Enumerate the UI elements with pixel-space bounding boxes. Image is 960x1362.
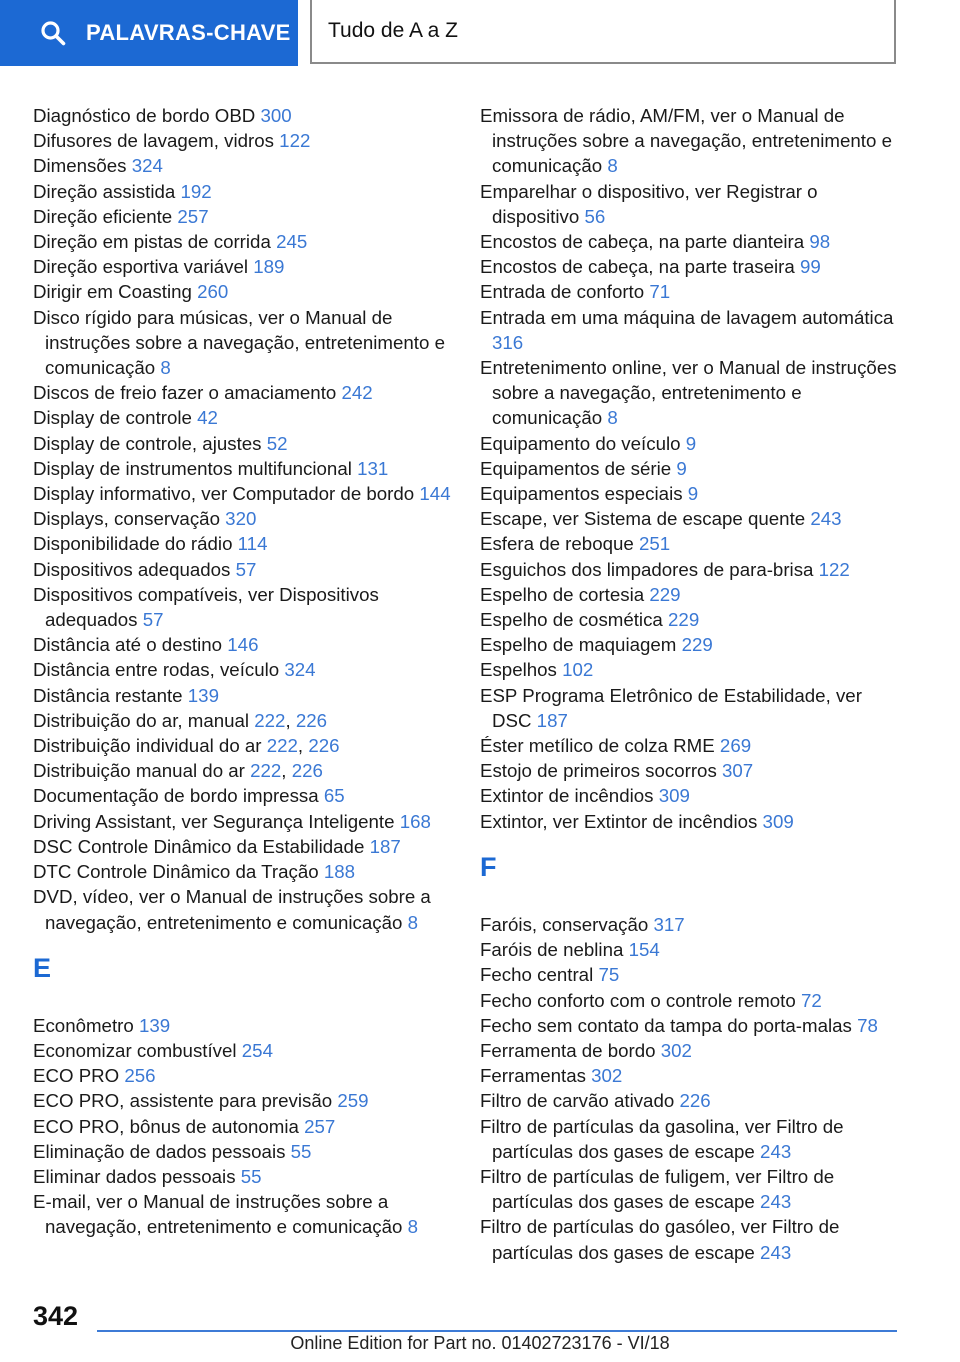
page-reference-link[interactable]: 222 [250,760,282,782]
index-entry [33,1189,453,1239]
index-entry-term: DTC Controle Dinâmico da Tração [33,861,319,883]
keywords-tab[interactable] [0,0,298,66]
index-entry [33,884,453,934]
index-entry-term: Ferramentas [480,1065,586,1087]
index-entry-term: Filtro de partículas de fuligem, ver Filtro de partículas dos gases de escape [480,1165,835,1213]
page-reference-link[interactable]: 226 [308,735,340,757]
index-entry-term: Espelho de cortesia [480,583,645,605]
index-entry-term: ESP Programa Eletrônico de Estabilidade, ver DSC [480,684,862,731]
index-section-letter: E [33,952,52,983]
index-entry [480,179,900,229]
index-entry [480,937,900,962]
index-entry [33,657,453,682]
page-reference-link[interactable]: 57 [142,609,164,631]
index-entry-term: Disco rígido para músicas, ver o Manual de instruções sobre a navegação, entretenimento e comunicação [33,306,445,379]
index-entry [480,557,900,582]
search-icon [40,20,66,46]
index-entry [480,1013,900,1038]
index-entry [480,279,900,304]
page-reference-link[interactable]: 257 [304,1115,336,1137]
index-entry [33,683,453,708]
page-reference-link[interactable]: 72 [800,989,822,1011]
page-reference-link[interactable]: 242 [341,382,373,404]
index-entry-term: Faróis, conservação [480,913,649,935]
index-entry-term: Distância restante [33,684,183,706]
page-reference-link[interactable]: 154 [628,939,660,961]
index-entry [33,1088,453,1113]
footer-edition-text: Online Edition for Part no. 01402723176 - VI/18 [290,1333,670,1353]
index-entry [480,305,900,355]
top-navigation [0,0,960,66]
page-reference-link[interactable]: 257 [177,205,209,227]
index-entry-term: Display de controle, ajustes [33,432,262,454]
index-entry [33,179,453,204]
index-entry-term: Distância até o destino [33,634,223,656]
index-entry [33,557,453,582]
index-entry-term: Difusores de lavagem, vidros [33,130,274,152]
index-entry [480,355,900,431]
a-to-z-tab-label: Tudo de A a Z [328,19,458,42]
page-reference-link[interactable]: 187 [536,709,568,731]
index-entry-term: Éster metílico de colza RME [480,735,715,757]
page-reference-link[interactable]: 317 [653,913,685,935]
page-reference-link[interactable]: 8 [607,407,618,429]
index-entry-term: Extintor, ver Extintor de incêndios [480,810,758,832]
index-entry-term: Entretenimento online, ver o Manual de instruções sobre a navegação, entretenimento e comunicação [480,357,897,429]
page-reference-link[interactable]: 226 [291,760,323,782]
page-reference-link[interactable]: 144 [419,483,451,505]
page-reference-link[interactable]: 8 [407,1216,418,1238]
index-entry-term: Fecho sem contato da tampa do porta-malas [480,1014,852,1036]
index-entry [33,1139,453,1164]
index-entry [33,1013,453,1038]
index-entry [480,229,900,254]
index-entry-term: ECO PRO [33,1065,120,1087]
index-entry [480,431,900,456]
index-entry-term: Entrada em uma máquina de lavagem automática [480,306,894,328]
page-reference-link[interactable]: 300 [260,105,292,126]
index-entry-term: Disponibilidade do rádio [33,533,233,555]
index-entry [33,834,453,859]
index-entry-term: Direção em pistas de corrida [33,231,271,253]
index-entry-term: Espelho de cosmética [480,609,663,631]
index-entry [33,506,453,531]
page-reference-link[interactable]: 309 [658,785,690,807]
page-reference-link[interactable]: 168 [399,810,431,832]
page-reference-link[interactable]: 122 [279,130,311,152]
page-reference-link[interactable]: 320 [225,508,257,530]
index-column-right [480,103,900,1265]
index-entry-term: Ferramenta de bordo [480,1039,656,1061]
page-reference-link[interactable]: 316 [492,331,524,353]
index-entry [480,456,900,481]
page-reference-link[interactable]: 256 [124,1065,156,1087]
page-reference-link[interactable]: 245 [276,231,308,253]
index-entry [33,859,453,884]
index-entry-term: Filtro de carvão ativado [480,1090,675,1112]
page-reference-link[interactable]: 98 [809,231,831,253]
index-entry [480,733,900,758]
index-entry-term: Filtro de partículas do gasóleo, ver Filtro de partículas dos gases de escape [480,1216,840,1263]
page-reference-link[interactable]: 222 [254,709,286,731]
page-reference-link[interactable]: 226 [295,709,328,731]
index-entry-term: Fecho conforto com o controle remoto [480,989,796,1011]
page-reference-link[interactable]: 260 [197,281,229,303]
index-entry [33,279,453,304]
index-entry [480,1088,900,1113]
index-entry [33,254,453,279]
index-entry-term: Escape, ver Sistema de escape quente [480,508,806,530]
index-entry [33,204,453,229]
index-entry [480,962,900,987]
page-reference-link[interactable]: 324 [131,155,163,177]
page-reference-link[interactable]: 65 [323,785,345,807]
page-reference-link[interactable]: 229 [681,634,713,656]
index-entry [480,103,900,179]
index-entry-term: Equipamento do veículo [480,432,681,454]
index-entry-term: Dimensões [33,155,127,177]
index-entry [33,229,453,254]
index-entry-term: Equipamentos especiais [480,483,683,505]
page-reference-link[interactable]: 57 [235,558,257,580]
index-entry-term: Display informativo, ver Computador de bordo [33,483,415,505]
index-entry-term: ECO PRO, assistente para previsão [33,1090,333,1112]
page-reference-link[interactable]: 9 [676,457,687,479]
index-entry [480,254,900,279]
index-entry-term: Esfera de reboque [480,533,634,555]
index-entry-term: Eliminação de dados pessoais [33,1140,286,1162]
page-reference-link[interactable]: 302 [660,1039,692,1061]
index-entry-term: Distribuição do ar, manual [33,709,250,731]
index-entry: Distribuição individual do ar 222, 226 [33,735,340,757]
index-entry [33,103,453,128]
index-entry [33,1063,453,1088]
index-entry [480,783,900,808]
index-entry [33,1114,453,1139]
index-entry-term: Entrada de conforto [480,281,645,303]
page-reference-link[interactable]: 9 [685,432,697,454]
page-reference-link[interactable]: 71 [649,281,671,303]
index-entry [480,1038,900,1063]
page-reference-link[interactable]: 243 [760,1140,792,1162]
index-entry [33,456,453,481]
page-reference-link[interactable]: 9 [687,483,699,505]
index-entry [33,481,453,506]
index-entry-term: DSC Controle Dinâmico da Estabilidade [33,835,365,857]
page-reference-link[interactable]: 139 [187,684,219,706]
index-entry-term: Filtro de partículas da gasolina, ver Filtro de partículas dos gases de escape [480,1115,844,1162]
index-entry-term: Faróis de neblina [480,939,624,961]
page-reference-link[interactable]: 251 [638,533,671,555]
page-reference-link[interactable]: 102 [562,659,594,681]
index-entry-term: Dispositivos adequados [33,558,231,580]
footer-divider [97,1330,897,1332]
page-reference-link[interactable]: 269 [719,735,752,757]
index-entry: Distribuição manual do ar 222, 226 [33,760,323,782]
page-reference-link[interactable]: 146 [227,634,259,656]
index-entry [480,657,900,682]
index-entry [33,128,453,153]
page-reference-link[interactable]: 131 [357,457,389,479]
index-entry [480,531,900,556]
page-reference-link[interactable]: 56 [584,205,606,227]
index-entry [33,305,453,381]
index-entry [480,1114,900,1164]
index-entry-term: Eliminar dados pessoais [33,1165,236,1187]
page-reference-link[interactable]: 42 [197,407,218,429]
index-entry [480,632,900,657]
page-reference-link[interactable]: 302 [591,1065,623,1087]
index-entry [480,1214,900,1264]
page-reference-link[interactable]: 55 [290,1140,312,1162]
index-entry-term: Emparelhar o dispositivo, ver Registrar o dispositivo [480,180,818,227]
index-entry [33,809,453,834]
page-reference-link[interactable]: 75 [598,964,620,986]
index-entry [480,1164,900,1214]
page-reference-link[interactable]: 52 [266,432,288,454]
page-reference-link[interactable]: 189 [253,256,285,278]
index-column-left [33,103,453,1240]
index-entry [33,582,453,632]
keywords-tab-label: PALAVRAS-CHAVE [86,20,291,45]
index-entry-term: Distribuição individual do ar [33,735,262,757]
index-entry [33,153,453,178]
index-entry-term: Emissora de rádio, AM/FM, ver o Manual de instruções sobre a navegação, entretenimento e comunicação [480,105,892,177]
index-entry [33,405,453,430]
index-entry-term: Fecho central [480,964,594,986]
page-reference-link[interactable]: 229 [649,583,681,605]
index-entry-term: Esguichos dos limpadores de para-brisa [480,558,814,580]
index-entry-term: Display de instrumentos multifuncional [33,457,352,479]
index-entry [480,607,900,632]
index-section-letter: F [480,851,497,882]
index-entry [480,481,900,506]
index-entry-term: E-mail, ver o Manual de instruções sobre a navegação, entretenimento e comunicação [33,1191,403,1238]
page-reference-link[interactable]: 243 [760,1241,792,1263]
index-entry-term: Distância entre rodas, veículo [33,659,280,681]
page-reference-link[interactable]: 229 [668,609,700,631]
page-reference-link[interactable]: 222 [266,735,298,757]
index-entry [33,1038,453,1063]
index-entry-term: Direção eficiente [33,205,173,227]
page-reference-link[interactable]: 254 [241,1039,273,1061]
index-entry [480,758,900,783]
index-entry-term: Espelho de maquiagem [480,634,677,656]
index-entry-term: Extintor de incêndios [480,785,654,807]
index-entry [33,783,453,808]
index-entry-term: Equipamentos de série [480,457,672,479]
index-entry [480,1063,900,1088]
index-entry-term: Dirigir em Coasting [33,281,192,303]
index-entry-term: Economizar combustível [33,1039,237,1061]
page-reference-link[interactable]: 114 [237,533,268,555]
index-entry [480,683,900,733]
index-entry-term: Dispositivos compatíveis, ver Dispositivos adequados [33,583,379,631]
page-reference-link[interactable]: 122 [818,558,850,580]
a-to-z-tab[interactable] [310,0,896,64]
index-entry [33,632,453,657]
page-reference-link[interactable]: 99 [799,256,821,278]
page-reference-link[interactable]: 243 [760,1191,792,1213]
index-entry [480,506,900,531]
page-reference-link[interactable]: 187 [369,835,401,857]
index-entry [480,912,900,937]
index-entry-term: Displays, conservação [33,508,220,530]
index-entry-term: Econômetro [33,1014,134,1036]
page-reference-link[interactable]: 8 [607,155,618,177]
index-entry-term: Espelhos [480,659,557,681]
index-entry-term: Display de controle [33,407,192,429]
index-entry: Distribuição do ar, manual 222, 226 [33,709,328,731]
index-entry-term: Discos de freio fazer o amaciamento [33,382,337,404]
index-entry-term: Direção esportiva variável [33,256,248,278]
index-entry [33,531,453,556]
page-reference-link[interactable]: 55 [240,1165,262,1187]
page-reference-link[interactable]: 8 [160,357,171,379]
index-entry-term: Diagnóstico de bordo OBD [33,105,256,126]
index-entry [33,380,453,405]
index-entry-term: Encostos de cabeça, na parte traseira [480,256,795,278]
page-reference-link[interactable]: 192 [180,180,212,202]
index-entry-term: DVD, vídeo, ver o Manual de instruções sobre a navegação, entretenimento e comunicação [33,886,431,933]
index-entry [33,1164,453,1189]
index-entry [480,988,900,1013]
page-number: 342 [33,1301,79,1331]
index-entry-term: Encostos de cabeça, na parte dianteira [480,231,805,253]
index-entry-term: Documentação de bordo impressa [33,785,319,807]
index-entry-term: Driving Assistant, ver Segurança Inteligente [33,810,395,832]
index-entry-term: Distribuição manual do ar [33,760,245,782]
page-reference-link[interactable]: 259 [337,1090,369,1112]
index-entry-term: Direção assistida [33,180,176,202]
page-reference-link[interactable]: 8 [407,911,418,933]
index-entry [33,431,453,456]
page-reference-link[interactable]: 226 [679,1090,711,1112]
page-reference-link[interactable]: 139 [138,1014,171,1036]
index-entry-term: ECO PRO, bônus de autonomia [33,1115,299,1137]
index-entry [480,582,900,607]
page-reference-link[interactable]: 324 [284,659,316,681]
page-reference-link[interactable]: 78 [857,1014,878,1036]
page-reference-link[interactable]: 309 [762,810,794,832]
index-entry [480,809,900,834]
page-reference-link[interactable]: 243 [810,508,842,530]
page-reference-link[interactable]: 307 [722,760,754,782]
index-entry-term: Estojo de primeiros socorros [480,760,717,782]
page-reference-link[interactable]: 188 [323,861,356,883]
